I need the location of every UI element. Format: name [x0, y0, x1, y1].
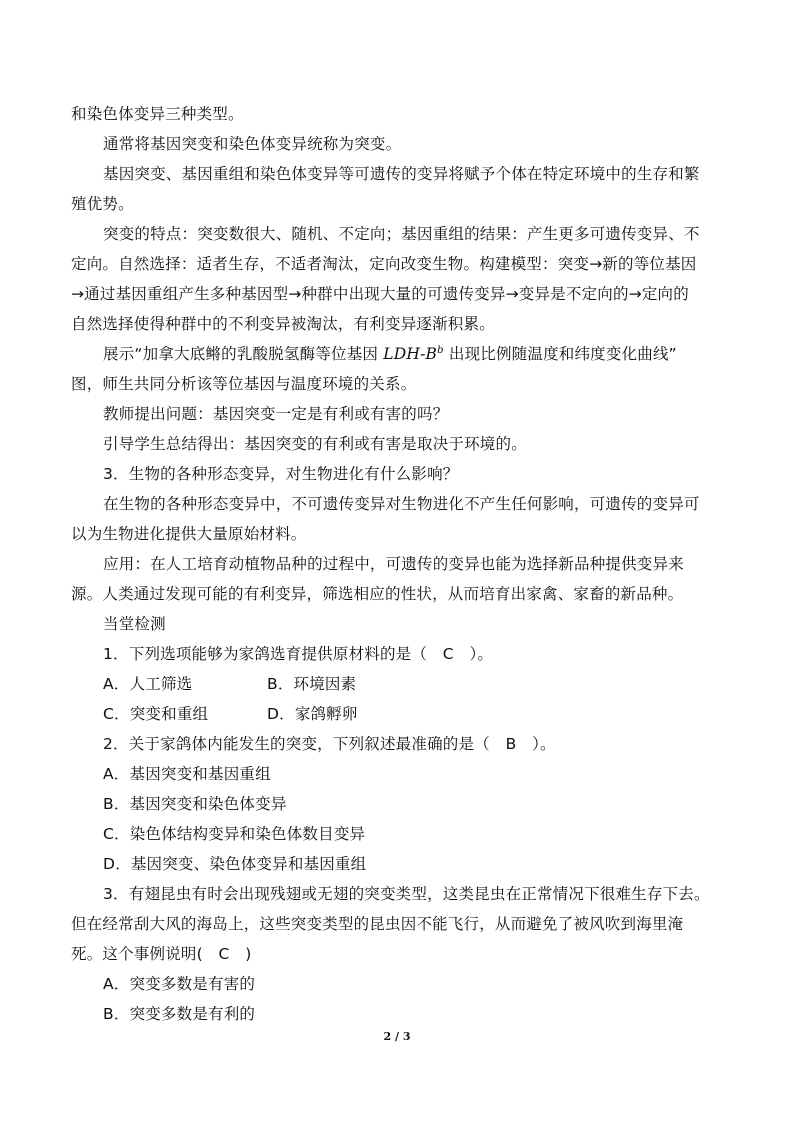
paragraph-line: 死。这个事例说明( C )	[71, 945, 252, 963]
paragraph-line-gene	[103, 344, 677, 364]
gene-symbol: LDH-B	[383, 345, 438, 363]
options-row	[103, 674, 356, 694]
question-1: 1．下列选项能够为家鸽选育提供原材料的是（ C ）。	[103, 645, 494, 663]
page-number: 2 / 3	[383, 1030, 411, 1043]
paragraph-line: 源。人类通过发现可能的有利变异，筛选相应的性状，从而培育出家禽、家畜的新品种。	[71, 585, 684, 603]
paragraph-line: 教师提出问题：基因突变一定是有利或有害的吗？	[103, 405, 449, 423]
question-2: 2．关于家鸽体内能发生的突变，下列叙述最准确的是（ B ）。	[103, 735, 556, 753]
paragraph-line: 应用：在人工培育动植物品种的过程中，可遗传的变异也能为选择新品种提供变异来	[103, 555, 684, 573]
paragraph-line: 以为生物进化提供大量原始材料。	[71, 525, 307, 543]
paragraph-line: 定向。自然选择：适者生存，不适者淘汰，定向改变生物。构建模型：突变→新的等位基因	[71, 255, 697, 273]
paragraph-line: 突变的特点：突变数很大、随机、不定向；基因重组的结果：产生更多可遗传变异、不	[103, 225, 700, 243]
option-line: A．突变多数是有害的	[103, 975, 256, 993]
option-line: A．基因突变和基因重组	[103, 765, 271, 783]
gene-text-pre: 展示“加拿大底鳉的乳酸脱氢酶等位基因	[103, 345, 384, 363]
question-3: 3．有翅昆虫有时会出现残翅或无翅的突变类型，这类昆虫在正常情况下很难生存下去。	[103, 885, 710, 903]
paragraph-line: 图，师生共同分析该等位基因与温度环境的关系。	[71, 375, 417, 393]
paragraph-line: 在生物的各种形态变异中，不可遗传变异对生物进化不产生任何影响，可遗传的变异可	[103, 495, 700, 513]
paragraph-line: 但在经常刮大风的海岛上，这些突变类型的昆虫因不能飞行，从而避免了被风吹到海里淹	[71, 915, 684, 933]
paragraph-line: 基因突变、基因重组和染色体变异等可遗传的变异将赋予个体在特定环境中的生存和繁	[103, 165, 700, 183]
paragraph-line: 引导学生总结得出：基因突变的有利或有害是取决于环境的。	[103, 435, 527, 453]
paragraph-line: 和染色体变异三种类型。	[71, 105, 244, 123]
paragraph-line: →通过基因重组产生多种基因型→种群中出现大量的可遗传变异→变异是不定向的→定向的	[71, 285, 689, 303]
option-d: D．家鸽孵卵	[267, 705, 358, 723]
option-b: B．环境因素	[267, 675, 357, 693]
option-line: D．基因突变、染色体变异和基因重组	[103, 855, 367, 873]
gene-text-post: 出现比例随温度和纬度变化曲线”	[443, 345, 677, 363]
paragraph-line: 通常将基因突变和染色体变异统称为突变。	[103, 135, 402, 153]
options-row	[103, 704, 358, 724]
option-line: C．染色体结构变异和染色体数目变异	[103, 825, 366, 843]
paragraph-line: 自然选择使得种群中的不利变异被淘汰，有利变异逐渐积累。	[71, 315, 495, 333]
option-c: C．突变和重组	[103, 705, 209, 723]
question-heading: 3．生物的各种形态变异，对生物进化有什么影响？	[103, 465, 459, 483]
option-a: A．人工筛选	[103, 675, 193, 693]
option-line: B．突变多数是有利的	[103, 1005, 256, 1023]
option-line: B．基因突变和染色体变异	[103, 795, 287, 813]
section-heading: 当堂检测	[103, 615, 166, 633]
gene-superscript: b	[437, 344, 444, 356]
paragraph-line: 殖优势。	[71, 195, 134, 213]
